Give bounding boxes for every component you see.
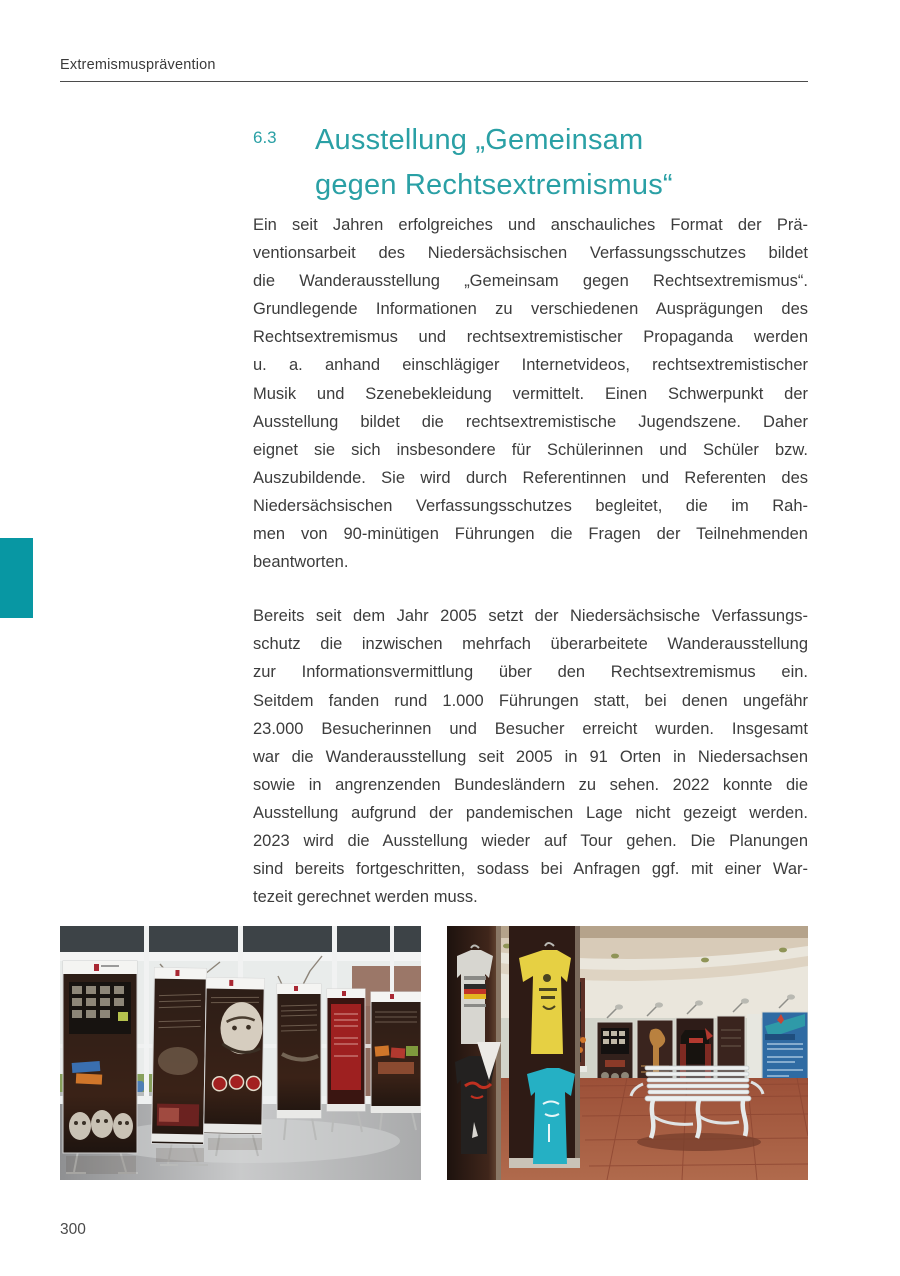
text-line: war die Wanderausstellung seit 2005 in 91 Orten in Niedersachsen — [253, 747, 808, 766]
text-line: u. a. anhand einschlägiger Internetvideos, rechtsextremistischer — [253, 356, 808, 375]
text-line: 2023 wird die Ausstellung wieder auf Tour gehen. Die Planungen — [253, 831, 808, 850]
text-line: Grundlegende Informationen zu verschiedenen Ausprägungen des — [253, 300, 808, 319]
photo-exhibition-room-bench — [447, 926, 808, 1180]
section-title — [315, 118, 673, 208]
text-line: Rechtsextremismus und rechtsextremistischer Propaganda werden — [253, 328, 808, 347]
text-line: Bereits seit dem Jahr 2005 setzt der Niedersächsische Verfassungs- — [253, 607, 808, 626]
text-line: Seitdem fanden rund 1.000 Führungen statt, bei denen ungefähr — [253, 691, 808, 710]
text-line: zur Informationsvermittlung über den Rechtsextremismus ein. — [253, 663, 808, 682]
text-line: sowie in angrenzenden Bundesländern zu sehen. 2022 konnte die — [253, 775, 808, 794]
paragraph-1 — [253, 211, 808, 576]
chapter-thumb-tab — [0, 538, 33, 618]
text-line: tezeit gerechnet werden muss. — [253, 888, 478, 907]
text-line: eignet sie sich insbesondere für Schülerinnen und Schüler bzw. — [253, 440, 808, 459]
header-divider — [60, 81, 808, 82]
section-number: 6.3 — [253, 128, 277, 147]
figure-row — [60, 926, 808, 1180]
paragraph-2 — [253, 602, 808, 911]
section-heading — [253, 118, 673, 208]
text-line: Auszubildende. Sie wird durch Referentinnen und Referenten des — [253, 468, 808, 487]
text-line: men von 90-minütigen Führungen die Fragen der Teilnehmenden — [253, 525, 808, 544]
text-line: sind bereits fortgeschritten, sodass bei Anfragen ggf. mit einer War- — [253, 860, 808, 879]
text-line: Musik und Szenebekleidung vermittelt. Einen Schwerpunkt der — [253, 384, 808, 403]
section-title-line1: Ausstellung „Gemeinsam — [315, 124, 644, 156]
body-text — [253, 211, 808, 937]
photo-exhibition-glass-hall — [60, 926, 421, 1180]
text-line: Niedersächsischen Verfassungsschutzes begleitet, die im Rah- — [253, 496, 808, 515]
text-line: die Wanderausstellung „Gemeinsam gegen Rechtsextremismus“. — [253, 272, 808, 291]
text-line: 23.000 Besucherinnen und Besucher erreicht wurden. Insgesamt — [253, 719, 808, 738]
text-line: ventionsarbeit des Niedersächsischen Verfassungsschutzes bildet — [253, 244, 808, 263]
page-number: 300 — [60, 1221, 86, 1238]
section-title-line2: gegen Rechtsextremismus“ — [315, 169, 673, 201]
text-line: schutz die inzwischen mehrfach überarbeitete Wanderausstellung — [253, 635, 808, 654]
running-header: Extremismusprävention — [60, 57, 216, 73]
text-line: Ausstellung bildet die rechtsextremistische Jugendszene. Daher — [253, 412, 808, 431]
text-line: beantworten. — [253, 553, 349, 572]
text-line: Ein seit Jahren erfolgreiches und anschauliches Format der Prä- — [253, 216, 808, 234]
text-line: Ausstellung aufgrund der pandemischen Lage nicht gezeigt werden. — [253, 803, 808, 822]
